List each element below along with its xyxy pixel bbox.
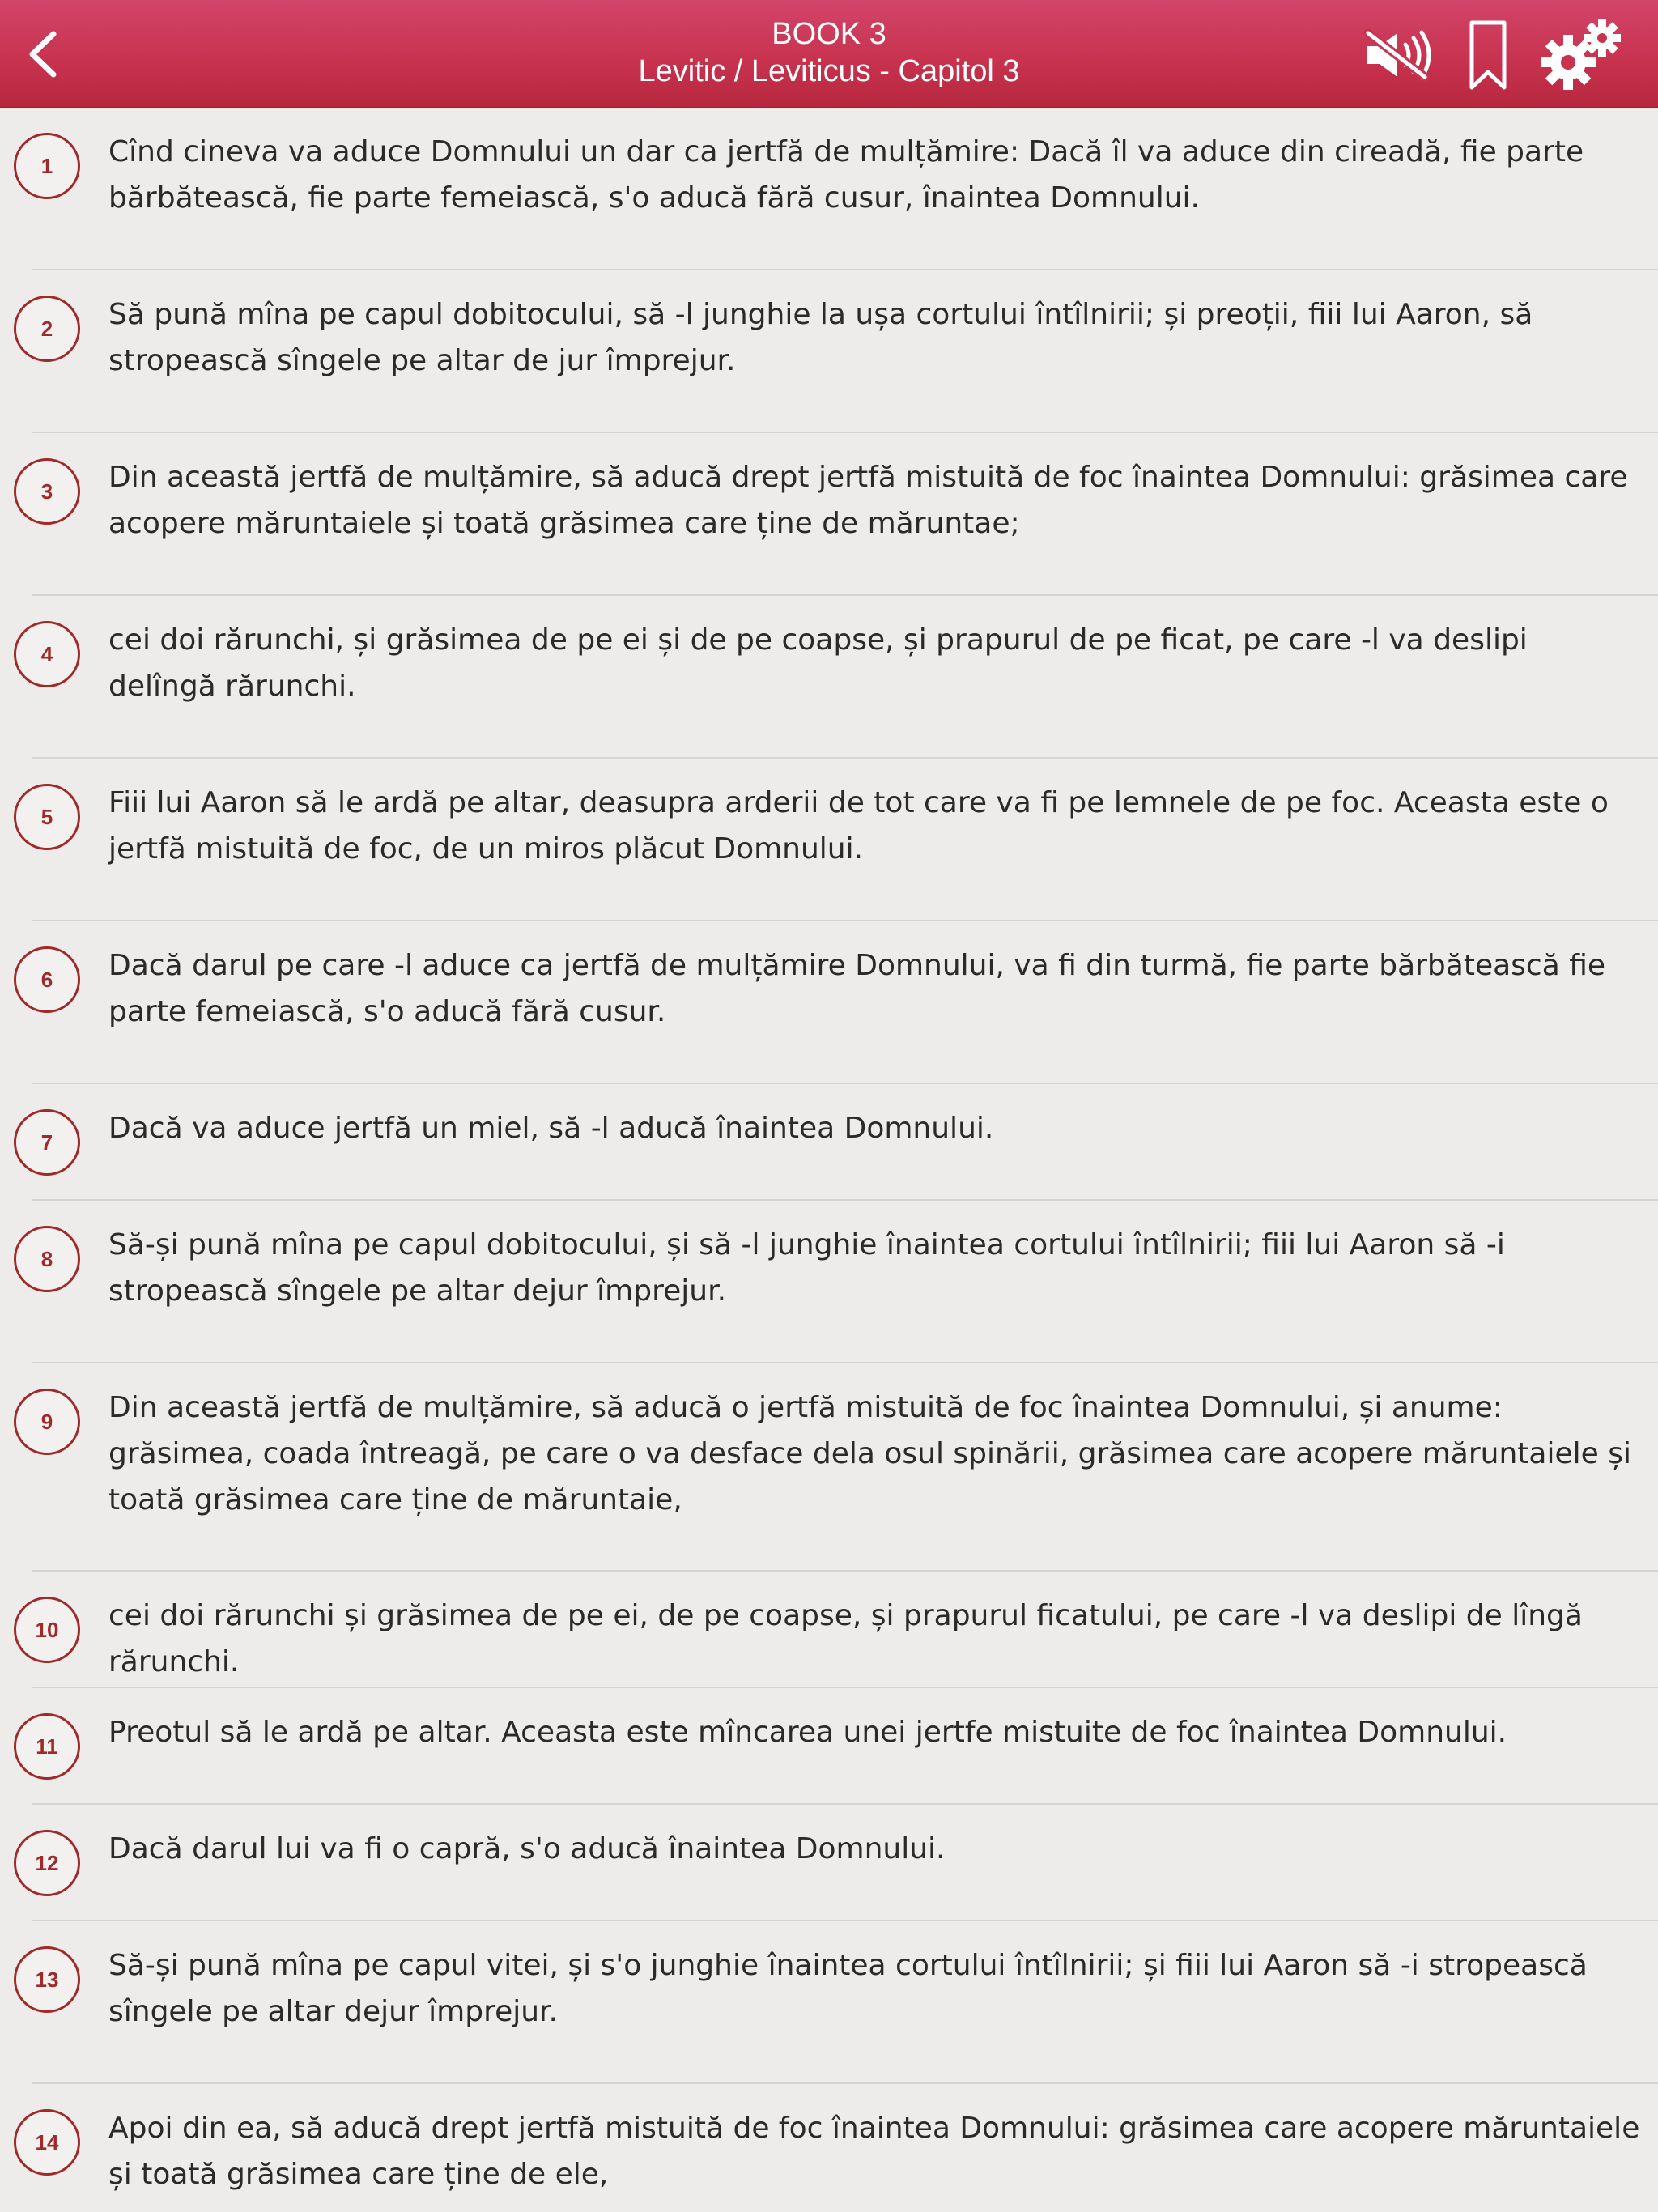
- book-label: BOOK 3: [772, 17, 886, 51]
- speaker-muted-icon: [1362, 28, 1436, 82]
- verse-item[interactable]: [0, 921, 1658, 1084]
- verse-item[interactable]: [0, 433, 1658, 596]
- bookmark-icon: [1467, 19, 1509, 91]
- sound-toggle-button[interactable]: [1360, 24, 1438, 86]
- verse-list[interactable]: [0, 108, 1658, 2212]
- verse-item[interactable]: [0, 1805, 1658, 1921]
- verse-text: Din această jertfă de mulțămire, să aducă drept jertfă mistuită de foc înaintea Domnului: grăsimea care acopere măruntaiele și toată grăsimea care ține de măruntae;: [108, 461, 1628, 540]
- verse-number-badge: 6: [14, 946, 80, 1013]
- verse-text: Să pună mîna pe capul dobitocului, să -l junghie la ușa cortului întîlnirii; și preoții, fiii lui Aaron, să stropească sîngele pe altar de jur împrejur.: [108, 298, 1533, 377]
- verse-text: Din această jertfă de mulțămire, să aducă o jertfă mistuită de foc înaintea Domnului, și anume: grăsimea, coada întreagă, pe care o va desface dela osul spinării, grăsimea care acopere măruntaiele și toată grăsimea care ține de măruntaie,: [108, 1391, 1631, 1516]
- verse-number-badge: 4: [14, 621, 80, 687]
- verse-text: Dacă va aduce jertfă un miel, să -l aducă înaintea Domnului.: [108, 1112, 994, 1145]
- verse-item[interactable]: [0, 2084, 1658, 2212]
- verse-number-badge: 3: [14, 458, 80, 525]
- verse-text: Dacă darul pe care -l aduce ca jertfă de mulțămire Domnului, va fi din turmă, fie parte bărbătească fie parte femeiască, s'o aducă fără cusur.: [108, 949, 1606, 1028]
- verse-text: cei doi rărunchi, și grăsimea de pe ei și de pe coapse, și prapurul de pe ficat, pe care -l va deslipi delîngă rărunchi.: [108, 623, 1528, 703]
- verse-text: Să-și pună mîna pe capul dobitocului, și să -l junghie înaintea cortului întîlnirii; fiii lui Aaron să -i stropească sîngele pe altar dejur împrejur.: [108, 1228, 1505, 1308]
- verse-item[interactable]: [0, 596, 1658, 759]
- verse-number-badge: 7: [14, 1109, 80, 1176]
- bookmark-button[interactable]: [1462, 16, 1514, 94]
- verse-item[interactable]: [0, 108, 1658, 270]
- verse-text: Apoi din ea, să aducă drept jertfă mistuită de foc înaintea Domnului: grăsimea care acopere măruntaiele și toată grăsimea care ține de ele,: [108, 2112, 1640, 2191]
- verse-number-badge: 12: [14, 1830, 80, 1896]
- verse-number-badge: 9: [14, 1389, 80, 1455]
- verse-number-badge: 11: [14, 1713, 80, 1780]
- verse-item[interactable]: [0, 1921, 1658, 2084]
- verse-item[interactable]: [0, 1688, 1658, 1805]
- verse-item[interactable]: [0, 1572, 1658, 1688]
- verse-text: Să-și pună mîna pe capul vitei, și s'o junghie înaintea cortului întîlnirii; și fiii lui Aaron să -i stropească sîngele pe altar dejur împrejur.: [108, 1949, 1588, 2028]
- top-bar: [0, 0, 1658, 108]
- verse-item[interactable]: [0, 759, 1658, 921]
- verse-text: Dacă darul lui va fi o capră, s'o aducă înaintea Domnului.: [108, 1832, 946, 1865]
- chapter-title: Levitic / Leviticus - Capitol 3: [638, 54, 1020, 88]
- verse-text: Cînd cineva va aduce Domnului un dar ca jertfă de mulțămire: Dacă îl va aduce din cireadă, fie parte bărbătească, fie parte femeiască, s'o aducă fără cusur, înaintea Domnului.: [108, 135, 1584, 215]
- verse-number-badge: 10: [14, 1597, 80, 1663]
- verse-number-badge: 1: [14, 133, 80, 199]
- verse-item[interactable]: [0, 1201, 1658, 1363]
- verse-number-badge: 2: [14, 296, 80, 362]
- verse-number-badge: 13: [14, 1946, 80, 2013]
- verse-number-badge: 14: [14, 2109, 80, 2176]
- settings-button[interactable]: [1537, 18, 1626, 92]
- verse-item[interactable]: [0, 270, 1658, 433]
- verse-number-badge: 5: [14, 784, 80, 850]
- verse-text: cei doi rărunchi și grăsimea de pe ei, de pe coapse, și prapurul ficatului, pe care -l va deslipi de lîngă rărunchi.: [108, 1599, 1583, 1678]
- verse-item[interactable]: [0, 1363, 1658, 1572]
- verse-text: Fiii lui Aaron să le ardă pe altar, deasupra arderii de tot care va fi pe lemnele de pe foc. Aceasta este o jertfă mistuită de foc, de un miros plăcut Domnului.: [108, 786, 1609, 866]
- verse-number-badge: 8: [14, 1226, 80, 1292]
- verse-text: Preotul să le ardă pe altar. Aceasta este mîncarea unei jertfe mistuite de foc înaintea Domnului.: [108, 1716, 1507, 1749]
- gears-icon: [1537, 19, 1625, 91]
- verse-item[interactable]: [0, 1084, 1658, 1201]
